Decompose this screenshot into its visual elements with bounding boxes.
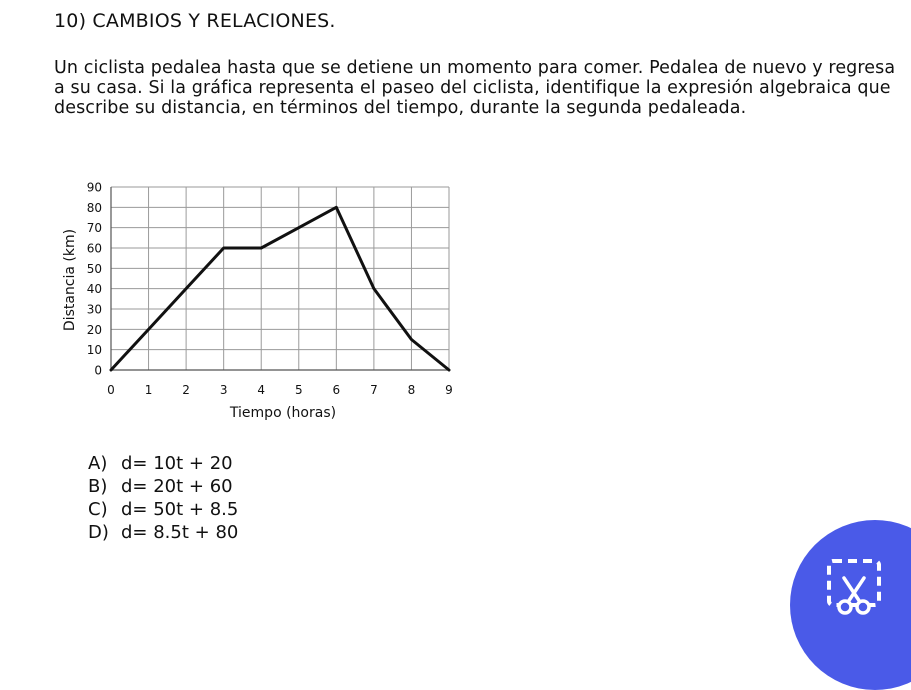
x-tick-label: 9 [445,383,453,397]
option-text: d= 20t + 60 [121,476,233,497]
y-tick-label: 10 [86,343,102,358]
option-letter: C) [88,499,108,520]
x-tick-label: 5 [294,383,303,397]
option-a[interactable] [88,452,238,475]
screen-snip-scissors-icon [826,558,882,618]
y-tick-label: 0 [94,363,102,378]
option-d[interactable] [88,521,238,544]
y-tick-label: 40 [86,282,102,297]
option-text: d= 50t + 8.5 [121,499,239,520]
question-stem: Un ciclista pedalea hasta que se detiene un momento para comer. Pedalea de nuevo y regresa a su casa. Si la gráfica representa el paseo del ciclista, identifique la expresión algebraica que describe su distancia, en términos del tiempo, durante la segunda pedaleada. [54,58,896,118]
y-tick-label: 20 [86,322,102,337]
option-c[interactable] [88,498,238,521]
y-tick-label: 50 [86,261,102,276]
option-letter: B) [88,476,108,497]
y-tick-label: 60 [86,241,102,256]
y-tick-label: 80 [86,200,102,215]
x-tick-label: 1 [144,383,153,397]
x-tick-label: 4 [257,383,266,397]
y-axis-label: Distancia (km) [62,228,78,332]
chart-grid [111,187,449,370]
question-title: 10) CAMBIOS Y RELACIONES. [54,10,336,32]
screen-snip-button[interactable] [790,520,911,690]
answer-options [88,452,238,544]
option-letter: D) [88,522,109,543]
y-tick-label: 30 [86,302,102,317]
chart-axes [111,187,449,370]
x-tick-label: 0 [107,383,115,397]
option-b[interactable] [88,475,238,498]
x-axis-label: Tiempo (horas) [229,405,337,421]
y-tick-label: 70 [86,221,102,236]
option-text: d= 8.5t + 80 [121,522,239,543]
distance-time-chart [58,172,458,427]
option-letter: A) [88,453,108,474]
x-tick-label: 2 [182,383,190,397]
x-tick-label: 3 [219,383,228,397]
x-tick-label: 8 [407,383,416,397]
x-tick-label: 6 [332,383,341,397]
x-tick-label: 7 [370,383,378,397]
y-tick-label: 90 [86,180,102,195]
option-text: d= 10t + 20 [121,453,233,474]
